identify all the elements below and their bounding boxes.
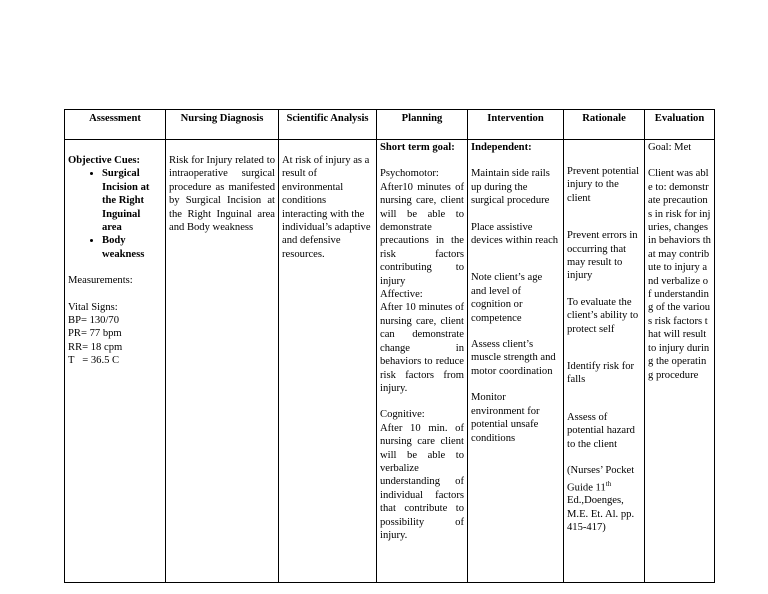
intervention-item: Assess client’s muscle strength and motor coordination <box>471 339 556 377</box>
rationale-item: Prevent errors in occurring that may result to injury <box>567 230 638 282</box>
rationale-reference <box>567 464 641 535</box>
rationale-item: Identify risk for falls <box>567 361 635 386</box>
evaluation-text: Client was able to: demonstrate precautions in risk for injuries, changes in behaviors that may contribute to injury and verbalize of understanding of the various risk factors that will result to injury during the operating procedure <box>648 168 711 381</box>
intervention-item: Maintain side rails up during the surgical procedure <box>471 168 550 207</box>
vital-sign: PR= 77 bpm <box>68 328 122 340</box>
diagnosis-cell <box>166 140 279 583</box>
vital-signs-label: Vital Signs: <box>68 301 118 313</box>
rationale-item: Prevent potential injury to the client <box>567 166 640 204</box>
cue-item: • Body weakness <box>102 234 162 261</box>
psychomotor-goal: After10 minutes of nursing care, client will be able to demonstrate precautions in the risk factors contributing to injury <box>380 181 464 287</box>
objective-cues-label: Objective Cues: <box>68 155 141 166</box>
diagnosis-text: Risk for Injury related to intraoperative surgical procedure as manifested by Surgical Incision at the Right Inguinal area and Body weakness <box>169 155 275 234</box>
header-assessment: Assessment <box>65 110 166 140</box>
independent-label: Independent: <box>471 142 532 153</box>
intervention-item: Monitor environment for potential unsafe conditions <box>471 392 540 444</box>
intervention-item: Note client’s age and level of cognition or competence <box>471 272 543 324</box>
vital-sign: RR= 18 cpm <box>68 341 123 353</box>
intervention-item: Place assistive devices within reach <box>471 221 559 247</box>
reference-part-a: (Nurses’ Pocket Guide 11 <box>567 465 635 494</box>
evaluation-goal: Goal: Met <box>648 142 692 153</box>
reference-part-b: Ed.,Doenges, M.E. Et. Al. pp. 415-417) <box>567 495 635 534</box>
body-row <box>65 140 715 583</box>
short-term-goal-label: Short term goal: <box>380 142 455 153</box>
cognitive-label: Cognitive: <box>380 409 425 421</box>
measurements-label: Measurements: <box>68 275 133 287</box>
cues-list <box>68 167 162 261</box>
header-rationale: Rationale <box>564 110 645 140</box>
reference-superscript: th <box>605 479 612 488</box>
vital-sign: T = 36.5 C <box>68 355 120 367</box>
psychomotor-label: Psychomotor: <box>380 168 439 180</box>
rationale-item: To evaluate the client’s ability to protect self <box>567 296 639 335</box>
header-intervention: Intervention <box>468 110 564 140</box>
header-nursing-diagnosis: Nursing Diagnosis <box>166 110 279 140</box>
header-row <box>65 110 715 140</box>
analysis-cell <box>279 140 377 583</box>
cue-item: • Surgical Incision at the Right Inguinal area <box>102 167 162 234</box>
planning-cell <box>377 140 468 583</box>
intervention-cell <box>468 140 564 583</box>
header-evaluation: Evaluation <box>645 110 715 140</box>
header-scientific-analysis: Scientific Analysis <box>279 110 377 140</box>
rationale-item: Assess of potential hazard to the client <box>567 411 635 450</box>
analysis-text: At risk of injury as a result of environmental conditions interacting with the individual’s adaptive and defensive resources. <box>282 155 371 260</box>
rationale-cell <box>564 140 645 583</box>
evaluation-cell <box>645 140 715 583</box>
nursing-care-plan-table <box>64 109 715 583</box>
assessment-cell <box>65 140 166 583</box>
header-planning: Planning <box>377 110 468 140</box>
cognitive-goal: After 10 min. of nursing care client will be able to verbalize understanding of individual factors that contribute to possibility of injury. <box>380 422 464 541</box>
vital-sign: BP= 130/70 <box>68 315 120 327</box>
affective-label: Affective: <box>380 289 423 301</box>
affective-goal: After 10 minutes of nursing care, client can demonstrate change in behaviors to reduce risk factors from injury. <box>380 302 464 394</box>
